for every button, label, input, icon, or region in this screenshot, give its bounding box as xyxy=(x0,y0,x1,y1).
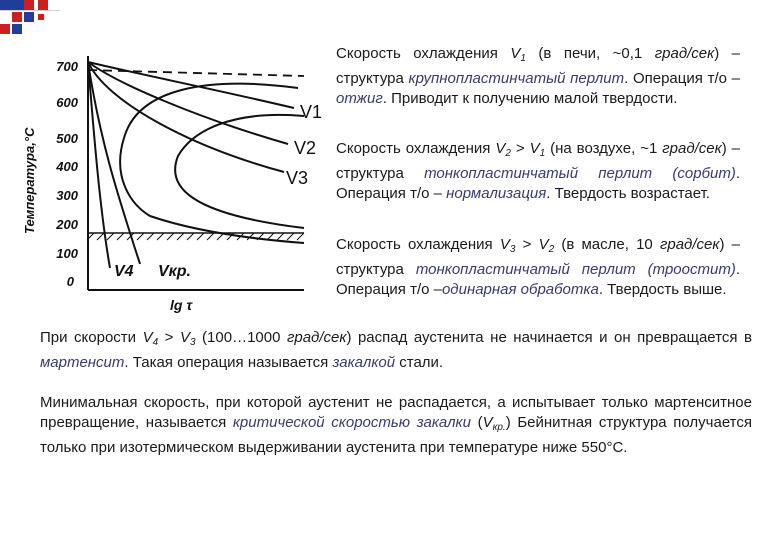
deco-square-red xyxy=(0,24,10,34)
text: Бейнитная структура получается только при изотермическом выдерживании аустенита при температуре ниже 550°С. xyxy=(40,414,752,456)
structure-term: тонкопластинчатый перлит (сорбит) xyxy=(424,165,736,182)
text: > xyxy=(510,140,530,157)
header-decoration xyxy=(0,0,780,40)
var: V xyxy=(499,236,510,253)
text: (100…1000 xyxy=(195,329,287,346)
operation-term: отжиг xyxy=(336,90,383,107)
paragraph-v2 xyxy=(336,139,740,204)
structure-term: крупнопластинчатый перлит xyxy=(408,70,625,87)
y-tick-label: 500 xyxy=(56,131,78,146)
structure-term: мартенсит xyxy=(40,354,125,371)
operation-term: нормализация xyxy=(446,185,547,202)
text: Минимальная скорость, при которой аустенит не распадается, а испытывает только мартенситное превращение, называется xyxy=(40,394,752,431)
text: (в печи, ~0,1 xyxy=(525,45,655,62)
text: . Операция т/о – xyxy=(624,70,741,87)
deco-square-blue xyxy=(12,24,22,34)
a1-dashed-line xyxy=(88,70,304,76)
y-tick-label: 700 xyxy=(56,59,78,74)
c-curve-end xyxy=(175,115,304,228)
text: ) – структура xyxy=(336,45,741,87)
text: ) распад аустенита не начинается и он превращается в xyxy=(346,329,752,346)
subscript: 1 xyxy=(520,53,526,64)
curve-label-v2: V2 xyxy=(294,138,317,158)
deco-square-blue xyxy=(0,0,24,10)
x-axis-title: lg τ xyxy=(170,297,193,313)
text: . Операция т/о – xyxy=(336,261,740,298)
deco-square-red xyxy=(38,0,48,10)
subscript: 1 xyxy=(539,148,546,159)
curve-label-v1: V1 xyxy=(300,102,323,122)
unit: град/сек xyxy=(659,236,720,253)
subscript: 2 xyxy=(505,148,511,159)
y-tick-label: 300 xyxy=(56,188,78,203)
cct-diagram xyxy=(18,46,340,316)
text: > xyxy=(515,236,539,253)
text: . Приводит к получению малой твердости. xyxy=(382,90,678,107)
critical-rate-term: критической скоростью закалки xyxy=(232,414,471,431)
text: . Операция т/о – xyxy=(336,165,741,202)
var: V xyxy=(538,236,549,253)
curve-label-v3: V3 xyxy=(286,168,309,188)
var: V xyxy=(482,414,493,431)
cooling-curve-v4 xyxy=(88,62,110,268)
var: V xyxy=(142,329,153,346)
text: стали. xyxy=(395,354,444,371)
curve-label-vkr: Vкр. xyxy=(158,263,191,280)
deco-square-red xyxy=(38,14,44,20)
unit: град/сек xyxy=(654,45,715,62)
var: V xyxy=(179,329,190,346)
text: Скорость охлаждения xyxy=(336,140,496,157)
text: > xyxy=(158,329,180,346)
text: ( xyxy=(470,414,483,431)
subscript: 3 xyxy=(509,244,516,255)
y-tick-label: 600 xyxy=(56,95,78,110)
text: ) – структура xyxy=(336,236,740,278)
paragraph-v1 xyxy=(336,44,740,109)
curve-label-v4: V4 xyxy=(114,263,134,280)
text: Скорость охлаждения xyxy=(336,236,500,253)
operation-term: закалкой xyxy=(332,354,396,371)
paragraph-v4 xyxy=(40,328,752,373)
unit: град/сек xyxy=(286,329,347,346)
y-tick-label: 0 xyxy=(66,274,74,289)
text: Скорость охлаждения xyxy=(336,45,511,62)
deco-square-blue xyxy=(24,12,34,22)
c-curve-start xyxy=(120,84,304,243)
y-tick-label: 400 xyxy=(56,159,78,174)
subscript: 4 xyxy=(152,337,159,348)
text: При скорости xyxy=(40,329,143,346)
text: (в масле, 10 xyxy=(554,236,660,253)
text: ) xyxy=(505,414,511,431)
paragraph-v3 xyxy=(336,235,740,300)
text: . Твердость выше. xyxy=(598,281,727,298)
text: . Такая операция называется xyxy=(124,354,333,371)
deco-square-red xyxy=(12,12,22,22)
var: V xyxy=(510,45,521,62)
unit: град/сек xyxy=(662,140,722,157)
subscript: 2 xyxy=(548,244,555,255)
structure-term: тонкопластинчатый перлит (троостит) xyxy=(415,261,736,278)
ms-hatched-line xyxy=(87,233,304,240)
y-tick-label: 100 xyxy=(56,246,78,261)
var: V xyxy=(529,140,540,157)
subscript: кр. xyxy=(492,422,506,433)
paragraph-critical-rate xyxy=(40,393,752,458)
subscript: 3 xyxy=(189,337,196,348)
y-tick-label: 200 xyxy=(56,217,78,232)
text: ) – структура xyxy=(336,140,740,182)
text: . Твердость возрастает. xyxy=(546,185,710,202)
y-axis-title: Температура,°С xyxy=(22,127,37,234)
deco-square-red xyxy=(24,0,34,10)
text: (на воздухе, ~1 xyxy=(545,140,663,157)
operation-term: одинарная обработка xyxy=(441,281,599,298)
var: V xyxy=(495,140,506,157)
